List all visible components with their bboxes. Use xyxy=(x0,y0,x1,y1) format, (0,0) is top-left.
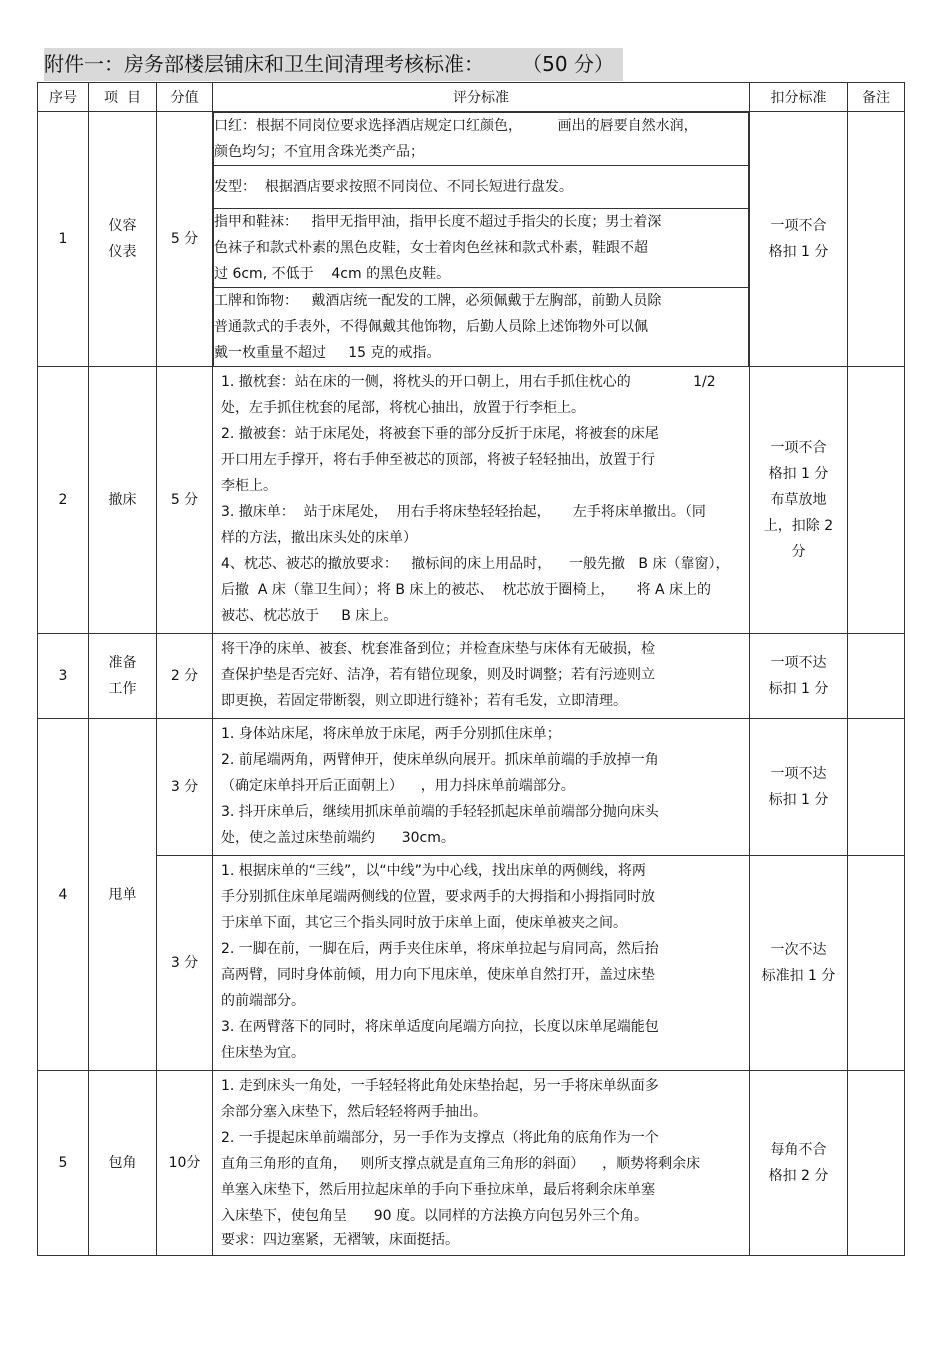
criteria-line: 颜色均匀；不宜用含珠光类产品； xyxy=(214,144,424,160)
criteria-line: 入床垫下，使包角呈 90 度。以同样的方法换方向包另外三个角。 xyxy=(221,1208,648,1224)
header-criteria: 评分标准 xyxy=(213,83,750,112)
row-item-line: 工作 xyxy=(108,681,137,697)
criteria-line: 单塞入床垫下，然后用拉起床单的手向下垂拉床单，最后将剩余床单塞 xyxy=(221,1182,655,1198)
criteria-line: 样的方法，撤出床头处的床单） xyxy=(221,530,417,546)
criteria-line: 1. 走到床头一角处，一手轻轻将此角处床垫抬起，另一手将床单纵面多 xyxy=(221,1078,659,1094)
table-row xyxy=(38,634,905,719)
criteria-line: 普通款式的手表外，不得佩戴其他饰物，后勤人员除上述饰物外可以佩 xyxy=(214,319,648,335)
criteria-line: 开口用左手撑开，将右手伸至被芯的顶部，将被子轻轻抽出，放置于行 xyxy=(221,452,655,468)
criteria-line: 3. 在两臂落下的同时，将床单适度向尾端方向拉，长度以床单尾端能包 xyxy=(221,1019,659,1035)
row-deduct xyxy=(750,112,848,367)
header-note: 备注 xyxy=(848,83,905,112)
criteria-line: 即更换，若固定带断裂，则立即进行缝补；若有毛发，立即清理。 xyxy=(221,693,627,709)
criteria-line: 工牌和饰物： 戴酒店统一配发的工牌，必须佩戴于左胸部，前勤人员除 xyxy=(214,293,662,309)
criteria-line: 要求：四边塞紧，无褶皱，床面挺括。 xyxy=(221,1232,459,1248)
row-no: 4 xyxy=(38,719,89,1071)
criteria-line: 处，左手抓住枕套的尾部，将枕心抽出，放置于行李柜上。 xyxy=(221,400,585,416)
row-no: 5 xyxy=(38,1071,89,1256)
criteria-line: 2. 撤被套：站于床尾处，将被套下垂的部分反折于床尾，将被套的床尾 xyxy=(221,426,659,442)
criteria-line: 1. 撤枕套：站在床的一侧，将枕头的开口朝上，用右手抓住枕心的 1/2 xyxy=(221,374,716,390)
criteria-line: 1. 根据床单的“三线”，以“中线”为中心线，找出床单的两侧线，将两 xyxy=(221,863,646,879)
row-note xyxy=(848,1071,905,1256)
deduct-line: 一项不合 xyxy=(770,440,827,456)
criteria-line: 色袜子和款式朴素的黑色皮鞋，女士着肉色丝袜和款式朴素，鞋跟不超 xyxy=(214,240,648,256)
deduct-line: 一项不达 xyxy=(770,655,827,671)
row-deduct xyxy=(750,1071,848,1256)
row-criteria xyxy=(213,856,750,1071)
criteria-line: 查保护垫是否完好、洁净，若有错位现象，则及时调整；若有污迹则立 xyxy=(221,667,655,683)
assessment-table xyxy=(37,82,905,1256)
row-score: 10分 xyxy=(157,1071,213,1256)
criteria-line: 1. 身体站床尾，将床单放于床尾，两手分别抓住床单； xyxy=(221,726,561,742)
row-item-line: 包角 xyxy=(108,1155,137,1171)
criteria-line: 2. 一脚在前，一脚在后，两手夹住床单，将床单拉起与肩同高，然后抬 xyxy=(221,941,659,957)
criteria-block xyxy=(214,113,749,166)
row-no: 1 xyxy=(38,112,89,367)
row-note xyxy=(848,719,905,856)
criteria-line: 手分别抓住床单尾端两侧线的位置，要求两手的大拇指和小拇指同时放 xyxy=(221,889,655,905)
row-criteria xyxy=(213,634,750,719)
criteria-line: 住床垫为宜。 xyxy=(221,1045,305,1061)
criteria-line: 2. 一手提起床单前端部分，另一手作为支撑点（将此角的底角作为一个 xyxy=(221,1130,659,1146)
deduct-line: 每角不合 xyxy=(770,1142,827,1158)
deduct-line: 标扣 1 分 xyxy=(768,681,829,697)
criteria-line: （确定床单抖开后正面朝上） ，用力抖床单前端部分。 xyxy=(221,778,575,794)
header-score: 分值 xyxy=(157,83,213,112)
criteria-block xyxy=(214,166,749,209)
deduct-line: 上，扣除 2 xyxy=(763,518,834,534)
row-criteria xyxy=(213,367,750,634)
row-item-line: 仪表 xyxy=(108,244,137,260)
row-criteria xyxy=(213,719,750,856)
criteria-line: 发型： 根据酒店要求按照不同岗位、不同长短进行盘发。 xyxy=(214,179,573,195)
criteria-line: 后撤 A 床（靠卫生间）；将 B 床上的被芯、 枕芯放于圈椅上， 将 A 床上的 xyxy=(221,582,712,598)
row-score: 3 分 xyxy=(157,856,213,1071)
deduct-line: 一项不达 xyxy=(770,766,827,782)
row-note xyxy=(848,367,905,634)
row-item xyxy=(89,634,157,719)
row-deduct xyxy=(750,856,848,1071)
row-deduct xyxy=(750,719,848,856)
criteria-line: 过 6cm, 不低于 4cm 的黑色皮鞋。 xyxy=(214,266,451,282)
row-item-line: 甩单 xyxy=(108,886,137,903)
criteria-line: 余部分塞入床垫下，然后轻轻将两手抽出。 xyxy=(221,1104,487,1120)
criteria-line: 处，使之盖过床垫前端约 30cm。 xyxy=(221,830,455,846)
row-no: 3 xyxy=(38,634,89,719)
deduct-line: 一次不达 xyxy=(770,942,827,958)
row-criteria xyxy=(213,1071,750,1256)
criteria-blocks xyxy=(213,112,749,366)
row-item-line: 撤床 xyxy=(108,492,137,508)
criteria-line: 高两臂，同时身体前倾，用力向下甩床单，使床单自然打开，盖过床垫 xyxy=(221,967,655,983)
row-deduct xyxy=(750,367,848,634)
criteria-line: 指甲和鞋袜： 指甲无指甲油，指甲长度不超过手指尖的长度；男士着深 xyxy=(214,214,662,230)
deduct-line: 格扣 1 分 xyxy=(768,466,829,482)
row-score: 5 分 xyxy=(157,367,213,634)
table-row xyxy=(38,112,905,367)
row-item-line: 准备 xyxy=(108,655,137,671)
criteria-line: 的前端部分。 xyxy=(221,993,305,1009)
row-item-line: 仪容 xyxy=(108,218,137,234)
table-row xyxy=(38,1071,905,1256)
deduct-line: 布草放地 xyxy=(770,492,827,508)
criteria-line: 于床单下面，其它三个指头同时放于床单上面，使床单被夹之间。 xyxy=(221,915,627,931)
criteria-block xyxy=(214,288,749,367)
row-note xyxy=(848,112,905,367)
criteria-block xyxy=(214,209,749,288)
row-score: 3 分 xyxy=(157,719,213,856)
deduct-line: 格扣 1 分 xyxy=(768,244,829,260)
deduct-line: 分 xyxy=(791,544,806,560)
header-item: 项 目 xyxy=(89,83,157,112)
criteria-line: 直角三角形的直角， 则所支撑点就是直角三角形的斜面） ，顺势将剩余床 xyxy=(221,1156,701,1172)
header-no: 序号 xyxy=(38,83,89,112)
criteria-line: 2. 前尾端两角，两臂伸开，使床单纵向展开。抓床单前端的手放掉一角 xyxy=(221,752,659,768)
criteria-line: 李柜上。 xyxy=(221,478,277,494)
deduct-line: 格扣 2 分 xyxy=(768,1168,829,1184)
header-row xyxy=(38,83,905,112)
deduct-line: 一项不合 xyxy=(770,218,827,234)
row-note xyxy=(848,856,905,1071)
table-row xyxy=(38,719,905,856)
header-deduct: 扣分标准 xyxy=(750,83,848,112)
criteria-line: 3. 撤床单： 站于床尾处， 用右手将床垫轻轻抬起， 左手将床单撤出。（同 xyxy=(221,504,706,520)
criteria-line: 将干净的床单、被套、枕套准备到位；并检查床垫与床体有无破损，检 xyxy=(221,641,655,657)
row-item xyxy=(89,367,157,634)
criteria-line: 被芯、枕芯放于 B 床上。 xyxy=(221,608,398,624)
row-item xyxy=(89,719,157,1071)
page-title: 附件一：房务部楼层铺床和卫生间清理考核标准： （50 分） xyxy=(44,48,623,81)
row-score: 5 分 xyxy=(157,112,213,367)
table-row xyxy=(38,367,905,634)
deduct-line: 标扣 1 分 xyxy=(768,792,829,808)
row-note xyxy=(848,634,905,719)
criteria-line: 4、枕芯、被芯的撤放要求： 撤标间的床上用品时， 一般先撤 B 床（靠窗）， xyxy=(221,556,730,572)
criteria-line: 戴一枚重量不超过 15 克的戒指。 xyxy=(214,345,441,361)
criteria-line: 口红：根据不同岗位要求选择酒店规定口红颜色， 画出的唇要自然水润， xyxy=(214,118,698,134)
deduct-line: 标准扣 1 分 xyxy=(761,968,836,984)
row-criteria xyxy=(213,112,750,367)
table-row xyxy=(38,856,905,1071)
row-no: 2 xyxy=(38,367,89,634)
criteria-line: 3. 抖开床单后，继续用抓床单前端的手轻轻抓起床单前端部分抛向床头 xyxy=(221,804,659,820)
row-deduct xyxy=(750,634,848,719)
row-score: 2 分 xyxy=(157,634,213,719)
row-item xyxy=(89,1071,157,1256)
row-item xyxy=(89,112,157,367)
